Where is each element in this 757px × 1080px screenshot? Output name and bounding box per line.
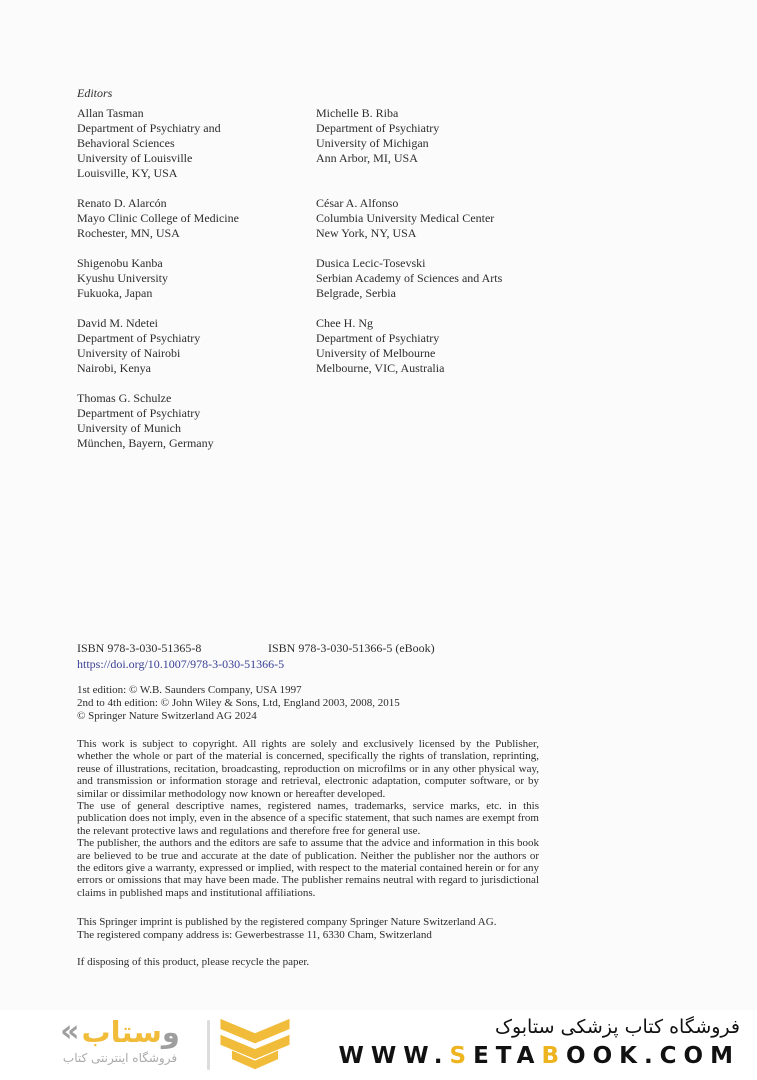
footer-divider (207, 1020, 210, 1070)
setabook-url-link[interactable] (339, 1043, 741, 1069)
guillemet-kaf-icon: « (60, 1014, 80, 1049)
editors-section (77, 86, 539, 451)
url-part-b: B (541, 1043, 567, 1069)
editor-block-lecic-tosevski: Dusica Lecic-Tosevski Serbian Academy of Sciences and Arts Belgrade, Serbia (316, 256, 503, 300)
copyright-paragraph-rights: This work is subject to copyright. All rights are solely and exclusively licensed by the Publisher, whether the whole or part of the material is concerned, specifically the rights of translation, reprinting, reuse of illustrations, recitation, broadcasting, reproduction on microfilms or in any other physical way, and transmission or information storage and retrieval, electronic adaptation, computer software, or by similar or dissimilar methodology now known or hereafter developed. (77, 738, 539, 800)
url-part-s: S (449, 1043, 474, 1069)
editor-block-alfonso: César A. Alfonso Columbia University Medical Center New York, NY, USA (316, 196, 495, 240)
editor-block-empty (316, 391, 539, 451)
editors-heading: Editors (77, 86, 113, 100)
imprint-block: This Springer imprint is published by the registered company Springer Nature Switzerland AG. The registered company address is: Gewerbestrasse 11, 6330 Cham, Switzerland (77, 916, 497, 942)
setabook-logo (34, 1014, 206, 1065)
editions-block: 1st edition: © W.B. Saunders Company, USA 1997 2nd to 4th edition: © John Wiley & Sons, Ltd, England 2003, 2008, 2015 © Springer Nature Switzerland AG 2024 (77, 684, 400, 722)
setabook-footer-banner (0, 1010, 757, 1080)
publication-section (77, 641, 539, 969)
editor-block-ndetei: David M. Ndetei Department of Psychiatry University of Nairobi Nairobi, Kenya (77, 316, 201, 375)
editor-block-tasman: Allan Tasman Department of Psychiatry and Behavioral Sciences University of Louisville Louisville, KY, USA (77, 106, 221, 180)
editors-grid (77, 106, 539, 451)
url-part-eta: ETA (473, 1043, 542, 1069)
isbn-print: ISBN 978-3-030-51365-8 (77, 641, 202, 655)
url-part-www: WWW. (338, 1043, 450, 1069)
copyright-paragraph-names: The use of general descriptive names, registered names, trademarks, service marks, etc. in this publication does not imply, even in the absence of a specific statement, that such names are exempt from the relevant protective laws and regulations and therefore free for general use. (77, 800, 539, 837)
logo-tagline: فروشگاه اینترنتی کتاب (62, 1051, 178, 1065)
footer-right-block (339, 1015, 741, 1069)
doi-link[interactable]: https://doi.org/10.1007/978-3-030-51366-5 (77, 657, 285, 671)
isbn-ebook: ISBN 978-3-030-51366-5 (eBook) (268, 641, 435, 655)
url-part-ook-com: OOK.COM (566, 1043, 740, 1069)
editor-block-riba: Michelle B. Riba Department of Psychiatry University of Michigan Ann Arbor, MI, USA (316, 106, 440, 165)
editor-block-ng: Chee H. Ng Department of Psychiatry University of Melbourne Melbourne, VIC, Australia (316, 316, 445, 375)
footer-persian-title: فروشگاه کتاب پزشکی ستابوک (494, 1016, 740, 1038)
editor-block-schulze: Thomas G. Schulze Department of Psychiatry University of Munich München, Bayern, Germany (77, 391, 214, 450)
chevron-emblem-icon (219, 1017, 291, 1074)
copyright-paragraph-warranty: The publisher, the authors and the editors are safe to assume that the advice and information in this book are believed to be true and accurate at the date of publication. Neither the publisher nor the authors or the editors give a warranty, expressed or implied, with respect to the material contained herein or for any errors or omissions that may have been made. The publisher remains neutral with regard to jurisdictional claims in published maps and institutional affiliations. (77, 837, 539, 899)
editor-block-kanba: Shigenobu Kanba Kyushu University Fukuoka, Japan (77, 256, 168, 300)
copyright-paragraphs (77, 738, 539, 899)
wordmark-gray-part: و (161, 1015, 180, 1049)
logo-wordmark (34, 1014, 206, 1050)
isbn-line (77, 641, 539, 656)
editor-block-alarcon: Renato D. Alarcón Mayo Clinic College of Medicine Rochester, MN, USA (77, 196, 239, 240)
wordmark-yellow-part: ستاب (81, 1015, 162, 1049)
recycle-note: If disposing of this product, please recycle the paper. (77, 956, 310, 969)
